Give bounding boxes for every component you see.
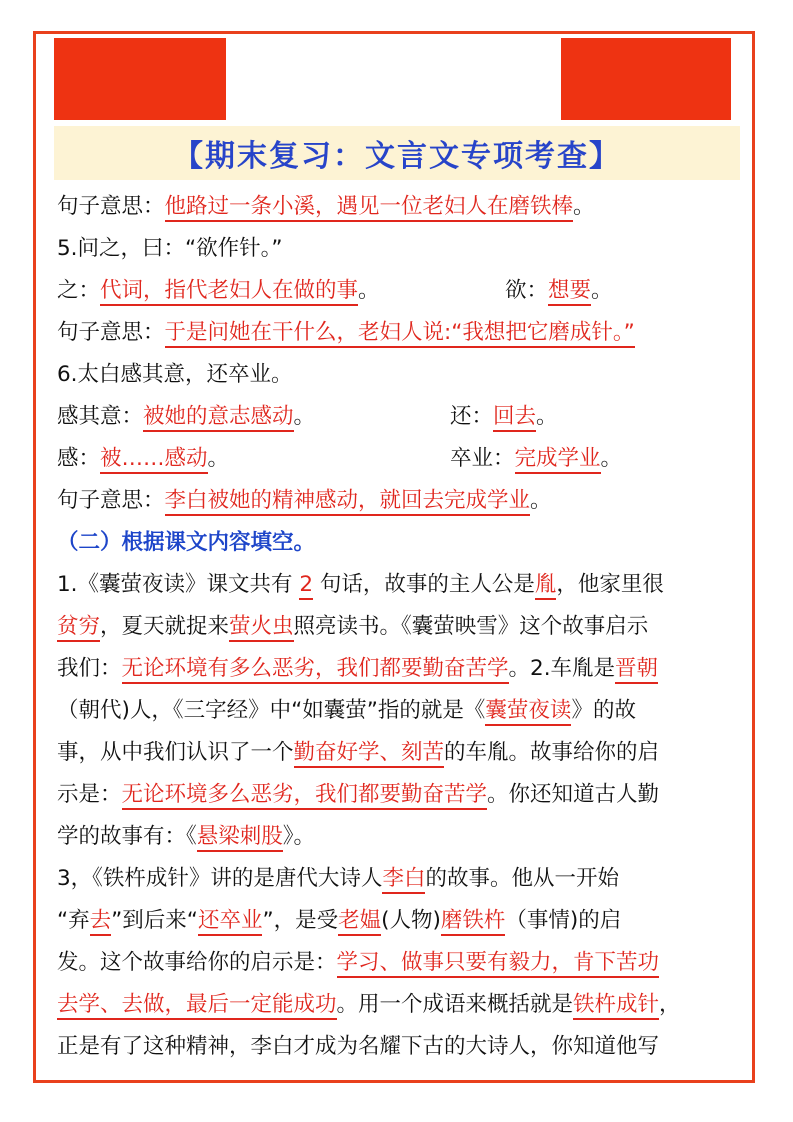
- line-7: 感：被……感动。: [57, 444, 229, 474]
- answer: 胤: [535, 572, 557, 600]
- answer: 2: [299, 572, 313, 600]
- answer: 完成学业: [515, 446, 601, 474]
- line-12: 我们：无论环境有多么恶劣，我们都要勤奋苦学。2.车胤是晋朝: [57, 654, 658, 684]
- line-13: （朝代)人，《三字经》中“如囊萤”指的就是《囊萤夜读》的故: [57, 696, 636, 726]
- line-3-right: 欲：想要。: [505, 276, 613, 306]
- answer: 被……感动: [100, 446, 208, 474]
- answer: 萤火虫: [229, 614, 294, 642]
- line-11: 贫穷，夏天就捉来萤火虫照亮读书。《囊萤映雪》这个故事启示: [57, 612, 648, 642]
- line-14: 事，从中我们认识了一个勤奋好学、刻苦的车胤。故事给你的启: [57, 738, 659, 768]
- line-8: 句子意思：李白被她的精神感动，就回去完成学业。: [57, 486, 552, 516]
- answer: 还卒业: [198, 908, 263, 936]
- answer: 李白: [382, 866, 425, 894]
- line-4: 句子意思：于是问她在干什么，老妇人说:“我想把它磨成针。”: [57, 318, 635, 348]
- line-18: “弃去”到后来“还卒业”，是受老媪(人物)磨铁杵（事情)的启: [57, 906, 621, 936]
- answer: 铁杵成针: [573, 992, 659, 1020]
- line-5: 6.太白感其意，还卒业。: [57, 362, 293, 387]
- header-band-center: [226, 38, 561, 120]
- answer: 悬梁刺股: [197, 824, 283, 852]
- line-6-right: 还：回去。: [450, 402, 558, 432]
- answer: 被她的意志感动: [143, 404, 294, 432]
- line-10: 1.《囊萤夜读》课文共有 2 句话，故事的主人公是胤，他家里很: [57, 570, 664, 600]
- answer: 晋朝: [615, 656, 658, 684]
- answer: 李白被她的精神感动，就回去完成学业: [165, 488, 531, 516]
- title-bar: [54, 126, 740, 180]
- answer: 去学、去做，最后一定能成功: [57, 992, 337, 1020]
- answer: 囊萤夜读: [485, 698, 571, 726]
- header-band-left: [54, 38, 226, 120]
- section-heading: （二）根据课文内容填空。: [57, 530, 316, 555]
- line-19: 发。这个故事给你的启示是：学习、做事只要有毅力，肯下苦功: [57, 948, 659, 978]
- line-2: 5.问之，曰：“欲作针。”: [57, 236, 283, 261]
- line-3: 之：代词，指代老妇人在做的事。: [57, 276, 380, 306]
- answer: 想要: [548, 278, 591, 306]
- answer: 贫穷: [57, 614, 100, 642]
- line-7-right: 卒业：完成学业。: [450, 444, 622, 474]
- answer: 磨铁杵: [441, 908, 506, 936]
- line-17: 3，《铁杵成针》讲的是唐代大诗人李白的故事。他从一开始: [57, 864, 619, 894]
- line-15: 示是：无论环境多么恶劣，我们都要勤奋苦学。你还知道古人勤: [57, 780, 659, 810]
- line-6: 感其意：被她的意志感动。: [57, 402, 315, 432]
- line-16: 学的故事有：《悬梁刺股》。: [57, 822, 315, 852]
- answer: 无论环境有多么恶劣，我们都要勤奋苦学: [122, 656, 509, 684]
- line-1: 句子意思：他路过一条小溪，遇见一位老妇人在磨铁棒。: [57, 192, 595, 222]
- line-20: 去学、去做，最后一定能成功。用一个成语来概括就是铁杵成针，: [57, 990, 681, 1020]
- answer: 于是问她在干什么，老妇人说:“我想把它磨成针。”: [165, 320, 635, 348]
- answer: 勤奋好学、刻苦: [294, 740, 445, 768]
- answer: 老媪: [338, 908, 381, 936]
- answer: 无论环境多么恶劣，我们都要勤奋苦学: [122, 782, 488, 810]
- answer: 他路过一条小溪，遇见一位老妇人在磨铁棒: [165, 194, 574, 222]
- answer: 学习、做事只要有毅力，肯下苦功: [337, 950, 660, 978]
- page-title: 【期末复习：文言文专项考查】: [173, 139, 621, 174]
- answer: 回去: [493, 404, 536, 432]
- header-band-right: [561, 38, 731, 120]
- answer: 代词，指代老妇人在做的事: [100, 278, 358, 306]
- line-21: 正是有了这种精神，李白才成为名耀下古的大诗人，你知道他写: [57, 1034, 660, 1059]
- answer: 去: [90, 908, 112, 936]
